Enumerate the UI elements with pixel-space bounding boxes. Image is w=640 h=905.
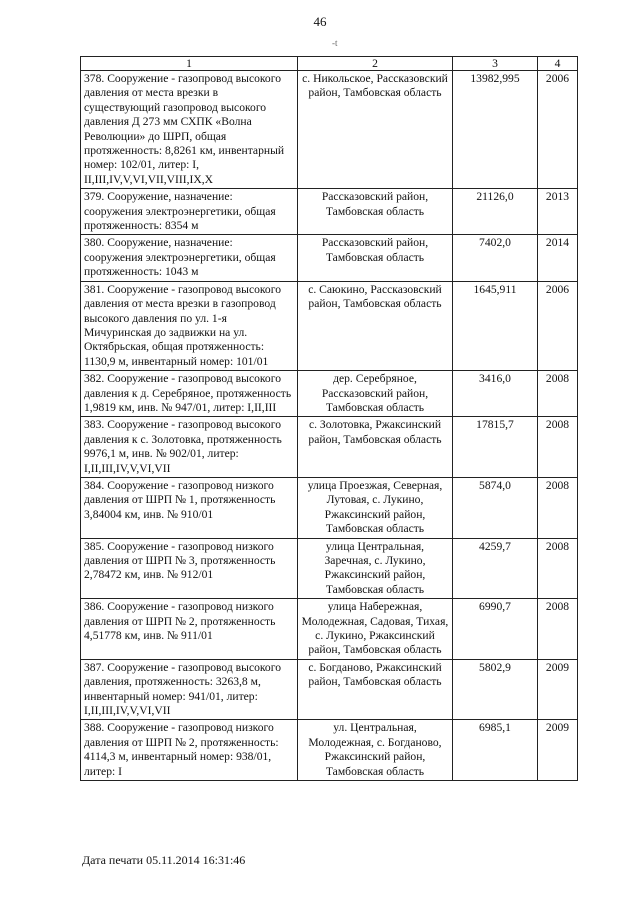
object-year: 2009 [538, 720, 578, 781]
table-row [81, 599, 578, 660]
object-year: 2008 [538, 417, 578, 478]
table-row [81, 720, 578, 781]
object-description: 384. Сооружение - газопровод низкого давления от ШРП № 1, протяженность 3,84004 км, инв. № 910/01 [81, 477, 298, 538]
object-location: улица Центральная, Заречная, с. Лукино, Ржаксинский район, Тамбовская область [298, 538, 453, 599]
object-year: 2014 [538, 235, 578, 281]
table-row [81, 659, 578, 720]
object-value: 1645,911 [453, 281, 538, 370]
object-location: с. Саюкино, Рассказовский район, Тамбовская область [298, 281, 453, 370]
object-year: 2008 [538, 599, 578, 660]
scan-mark: -t [332, 38, 338, 48]
page-number: 46 [313, 14, 327, 29]
object-location: дер. Серебряное, Рассказовский район, Тамбовская область [298, 371, 453, 417]
object-description: 381. Сооружение - газопровод высокого давления от места врезки в газопровод высокого давления по ул. 1-я Мичуринская до задвижки на ул. Октябрьская, общая протяженность: 1130,9 м, инвентарный номер: 101/01 [81, 281, 298, 370]
table-row [81, 235, 578, 281]
property-registry-table [80, 56, 578, 781]
object-location: улица Проезжая, Северная, Лутовая, с. Лукино, Ржаксинский район, Тамбовская область [298, 477, 453, 538]
column-header-2: 2 [298, 57, 453, 71]
object-value: 13982,995 [453, 71, 538, 189]
object-description: 380. Сооружение, назначение: сооружения электроэнергетики, общая протяженность: 1043 м [81, 235, 298, 281]
object-description: 383. Сооружение - газопровод высокого давления к с. Золотовка, протяженность 9976,1 м, инв. № 902/01, литер: I,II,III,IV,V,VI,VII [81, 417, 298, 478]
object-value: 5802,9 [453, 659, 538, 720]
print-date: Дата печати 05.11.2014 16:31:46 [82, 853, 246, 867]
object-description: 387. Сооружение - газопровод высокого давления, протяженность: 3263,8 м, инвентарный номер: 941/01, литер: I,II,III,IV,V,VI,VII [81, 659, 298, 720]
object-value: 5874,0 [453, 477, 538, 538]
column-header-3: 3 [453, 57, 538, 71]
object-value: 17815,7 [453, 417, 538, 478]
object-description: 378. Сооружение - газопровод высокого давления от места врезки в существующий газопровод высокого давления Д 273 мм СХПК «Волна Революции» до ШРП, общая протяженность: 8,8261 км, инвентарный номер: 102/01, литер: I, II,III,IV,V,VI,VII,VIII,IX,X [81, 71, 298, 189]
column-header-1: 1 [81, 57, 298, 71]
object-location: с. Золотовка, Ржаксинский район, Тамбовская область [298, 417, 453, 478]
object-year: 2006 [538, 71, 578, 189]
object-location: с. Богданово, Ржаксинский район, Тамбовская область [298, 659, 453, 720]
table-row [81, 281, 578, 370]
object-location: ул. Центральная, Молодежная, с. Богданово, Ржаксинский район, Тамбовская область [298, 720, 453, 781]
object-year: 2013 [538, 189, 578, 235]
object-year: 2006 [538, 281, 578, 370]
table-row [81, 538, 578, 599]
object-value: 3416,0 [453, 371, 538, 417]
object-location: с. Никольское, Рассказовский район, Тамбовская область [298, 71, 453, 189]
object-value: 21126,0 [453, 189, 538, 235]
object-description: 382. Сооружение - газопровод высокого давления к д. Серебряное, протяженность 1,9819 км, инв. № 947/01, литер: I,II,III [81, 371, 298, 417]
object-description: 379. Сооружение, назначение: сооружения электроэнергетики, общая протяженность: 8354 м [81, 189, 298, 235]
table-header-row [81, 57, 578, 71]
object-year: 2009 [538, 659, 578, 720]
object-location: Рассказовский район, Тамбовская область [298, 235, 453, 281]
table-row [81, 477, 578, 538]
object-value: 6985,1 [453, 720, 538, 781]
object-location: Рассказовский район, Тамбовская область [298, 189, 453, 235]
object-year: 2008 [538, 371, 578, 417]
table-row [81, 189, 578, 235]
object-value: 7402,0 [453, 235, 538, 281]
object-value: 6990,7 [453, 599, 538, 660]
object-description: 385. Сооружение - газопровод низкого давления от ШРП № 3, протяженность 2,78472 км, инв. № 912/01 [81, 538, 298, 599]
table-row [81, 371, 578, 417]
object-value: 4259,7 [453, 538, 538, 599]
table-row [81, 71, 578, 189]
column-header-4: 4 [538, 57, 578, 71]
object-description: 388. Сооружение - газопровод низкого давления от ШРП № 2, протяженность: 4114,3 м, инвентарный номер: 938/01, литер: I [81, 720, 298, 781]
object-description: 386. Сооружение - газопровод низкого давления от ШРП № 2, протяженность 4,51778 км, инв. № 911/01 [81, 599, 298, 660]
object-year: 2008 [538, 538, 578, 599]
object-year: 2008 [538, 477, 578, 538]
object-location: улица Набережная, Молодежная, Садовая, Тихая, с. Лукино, Ржаксинский район, Тамбовская область [298, 599, 453, 660]
table-row [81, 417, 578, 478]
